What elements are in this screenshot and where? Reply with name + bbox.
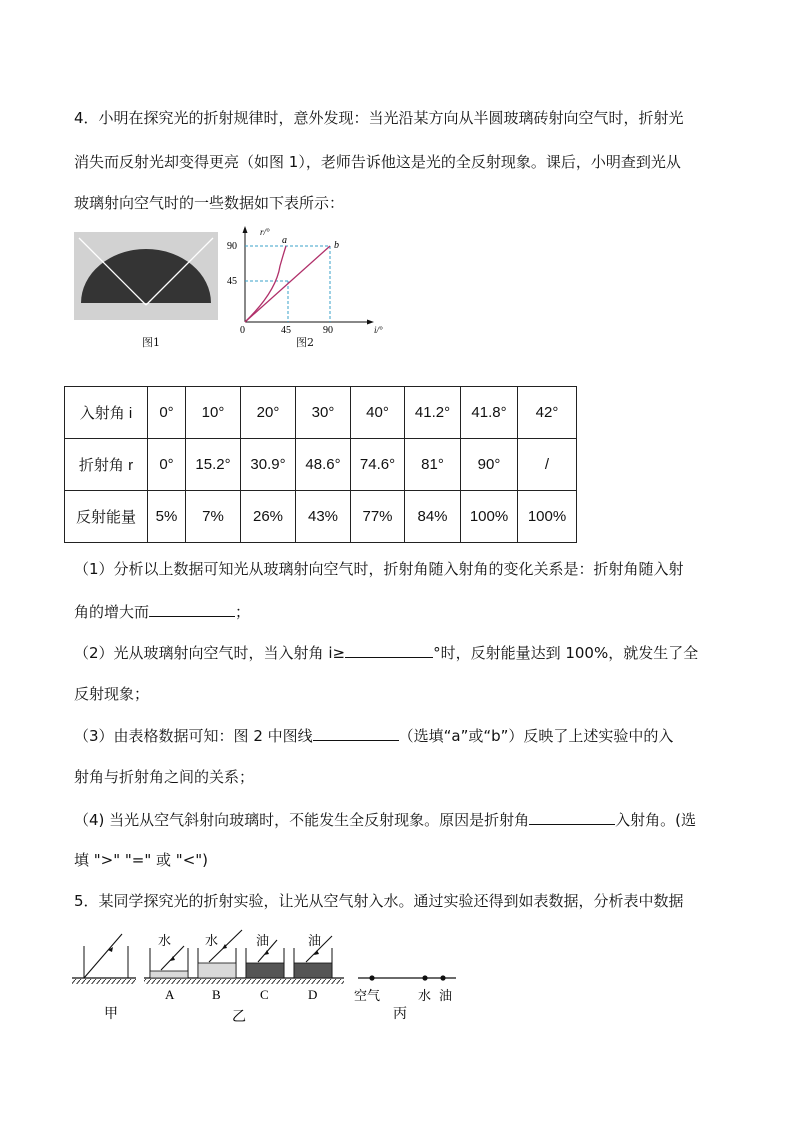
table-cell: 48.6°	[296, 439, 351, 491]
sub3-text: （3）由表格数据可知：图 2 中图线	[74, 727, 313, 745]
table-cell: 20°	[241, 387, 296, 439]
table-cell: 10°	[186, 387, 241, 439]
table-cell: 30°	[296, 387, 351, 439]
label-C: C	[260, 987, 269, 1002]
table-cell: /	[518, 439, 577, 491]
table-row-incident-angle	[65, 387, 577, 439]
label-yi: 乙	[232, 1010, 246, 1022]
graph-y-tick-90: 90	[227, 241, 237, 252]
table-cell: 反射能量	[65, 491, 148, 543]
graph-label-b: b	[334, 240, 339, 251]
table-cell: 15.2°	[186, 439, 241, 491]
answer-blank-3[interactable]	[313, 725, 399, 741]
sub2-text: （2）光从玻璃射向空气时，当入射角 i≥	[74, 644, 346, 662]
label-water-point: 水	[418, 988, 432, 1003]
label-A: A	[165, 987, 175, 1002]
answer-blank-1[interactable]	[149, 601, 235, 617]
graph-x-tick-45: 45	[281, 325, 291, 334]
sub1-end: ；	[235, 603, 251, 621]
table-cell: 7%	[186, 491, 241, 543]
figure-1-semicircle-glass	[74, 232, 218, 320]
answer-blank-4[interactable]	[529, 809, 615, 825]
sub2-line-2: 反射现象；	[74, 685, 150, 703]
figure-2-caption: 图2	[296, 336, 314, 349]
label-oil-d: 油	[308, 933, 322, 948]
table-cell: 77%	[351, 491, 405, 543]
table-cell: 0°	[148, 439, 186, 491]
graph-x-tick-90: 90	[323, 325, 333, 334]
table-cell: 74.6°	[351, 439, 405, 491]
graph-x-label: i/°	[374, 325, 383, 334]
q4-line-3: 玻璃射向空气时的一些数据如下表所示：	[74, 194, 345, 212]
sub1-line-2	[74, 601, 724, 622]
table-row-refraction-angle	[65, 439, 577, 491]
label-bing: 丙	[393, 1007, 407, 1022]
q5-experiment-figure	[70, 926, 470, 1022]
q5-line-1: 5．某同学探究光的折射实验，让光从空气射入水。通过实验还得到如表数据，分析表中数据	[74, 892, 684, 910]
graph-y-tick-45: 45	[227, 276, 237, 287]
table-cell: 26%	[241, 491, 296, 543]
curve-b	[245, 246, 330, 322]
graph-origin: 0	[240, 325, 245, 334]
table-cell: 41.2°	[405, 387, 461, 439]
table-cell: 30.9°	[241, 439, 296, 491]
figure-1-caption: 图1	[142, 336, 160, 349]
table-cell: 43%	[296, 491, 351, 543]
label-water-a: 水	[158, 933, 172, 948]
table-row-reflected-energy	[65, 491, 577, 543]
label-jia: 甲	[104, 1007, 118, 1022]
sub4-text-end: 入射角。(选	[615, 811, 697, 829]
label-air: 空气	[354, 988, 381, 1003]
sub3-line-1	[74, 725, 724, 746]
sub4-text: （4) 当光从空气斜射向玻璃时，不能发生全反射现象。原因是折射角	[74, 811, 530, 829]
table-cell: 折射角 r	[65, 439, 148, 491]
sub4-line-1	[74, 809, 724, 830]
label-B: B	[212, 987, 221, 1002]
refraction-data-table	[64, 386, 577, 543]
graph-y-label: r/°	[260, 227, 270, 237]
q4-line-2: 消失而反射光却变得更亮（如图 1），老师告诉他这是光的全反射现象。课后，小明查到光从	[74, 153, 681, 171]
label-water-b: 水	[205, 933, 219, 948]
table-cell: 5%	[148, 491, 186, 543]
q4-line-1: 4．小明在探究光的折射规律时，意外发现：当光沿某方向从半圆玻璃砖射向空气时，折射光	[74, 109, 684, 127]
answer-blank-2[interactable]	[345, 642, 433, 658]
sub1-line-1: （1）分析以上数据可知光从玻璃射向空气时，折射角随入射角的变化关系是：折射角随入射	[74, 560, 684, 578]
figure-2-graph	[224, 222, 384, 334]
table-cell: 42°	[518, 387, 577, 439]
label-oil-c: 油	[256, 933, 270, 948]
graph-label-a: a	[282, 235, 287, 246]
table-cell: 100%	[518, 491, 577, 543]
sub2-text-end: °时，反射能量达到 100%，就发生了全	[433, 644, 699, 662]
table-cell: 入射角 i	[65, 387, 148, 439]
sub1-text: 角的增大而	[74, 603, 150, 621]
sub3-line-2: 射角与折射角之间的关系；	[74, 768, 255, 786]
label-D: D	[308, 987, 318, 1002]
table-cell: 81°	[405, 439, 461, 491]
label-oil-point: 油	[439, 988, 453, 1003]
table-cell: 100%	[461, 491, 518, 543]
table-cell: 84%	[405, 491, 461, 543]
table-cell: 90°	[461, 439, 518, 491]
table-cell: 40°	[351, 387, 405, 439]
table-cell: 41.8°	[461, 387, 518, 439]
table-cell: 0°	[148, 387, 186, 439]
sub2-line-1	[74, 642, 724, 663]
sub4-line-2: 填 ">" "=" 或 "<")	[74, 851, 209, 869]
sub3-text-end: （选填“a”或“b”）反映了上述实验中的入	[398, 727, 674, 745]
curve-a	[245, 246, 286, 322]
